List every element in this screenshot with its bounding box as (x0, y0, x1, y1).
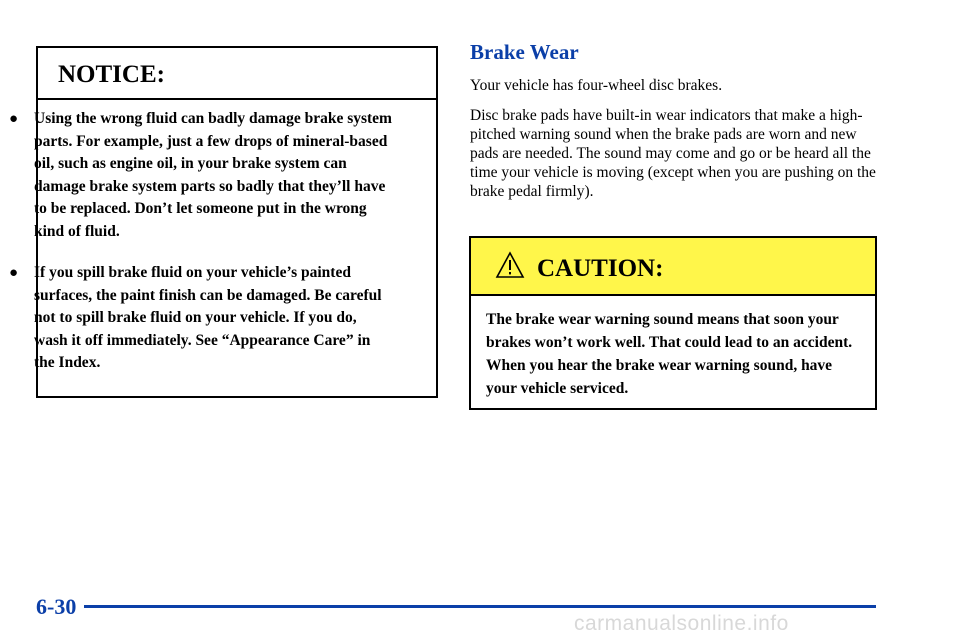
caution-heading: CAUTION: (537, 255, 664, 282)
notice-item (9, 262, 394, 375)
paragraph: Disc brake pads have built-in wear indicators that make a high-pitched warning sound when the brake pads are worn and new pads are needed. The sound may come and go or be heard all the time your vehicle is moving (except when you are pushing on the brake pedal firmly). (470, 107, 876, 200)
page-number: 6-30 (36, 594, 77, 619)
caution-text: The brake wear warning sound means that soon your brakes won’t work well. That could lead to an accident. When you hear the brake wear warning sound, have your vehicle serviced. (486, 311, 853, 397)
notice-item (9, 108, 394, 243)
footer-rule (84, 605, 876, 608)
notice-item-text: If you spill brake fluid on your vehicle’s painted surfaces, the paint finish can be damaged. Be careful not to spill brake fluid on your vehicle. If you do, wash it off immediately. See “Appearance Care” in the Index. (34, 264, 382, 371)
notice-item-text: Using the wrong fluid can badly damage brake system parts. For example, just a few drops of mineral-based oil, such as engine oil, in your brake system can damage brake system parts so badly that they’ll have to be replaced. Don’t let someone put in the wrong kind of fluid. (34, 110, 392, 240)
caution-header (471, 238, 875, 296)
bullet-icon: ● (9, 265, 19, 281)
warning-triangle-icon (495, 251, 525, 279)
watermark: carmanualsonline.info (574, 612, 789, 635)
bullet-icon: ● (9, 111, 19, 127)
paragraph: Your vehicle has four-wheel disc brakes. (470, 77, 723, 94)
section-title: Brake Wear (470, 40, 579, 64)
caution-box (469, 236, 877, 410)
notice-heading: NOTICE: (38, 48, 436, 100)
